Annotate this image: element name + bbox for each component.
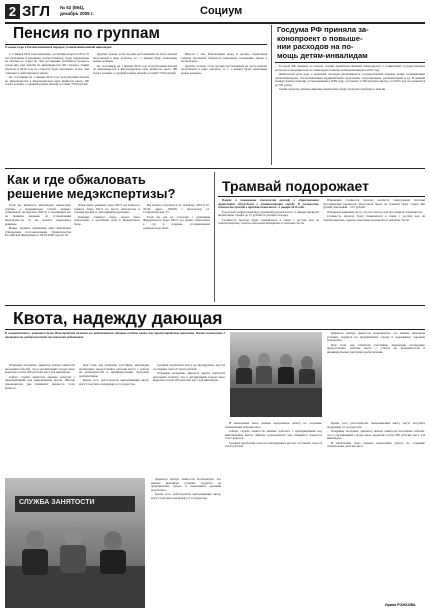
paragraph: Кроме того, работодатели, выполняющие квоту, могут получить поддержку от государства. <box>79 378 149 387</box>
paragraph: Другим словом, если сегодня рассчитывали на часть пенсии получаемой в виде доплаты, то с 1 января будут назначены новые размеры. <box>93 53 177 64</box>
paragraph: Директор центра занятости подчеркнула, что многие инвалиды успешно трудятся на предприятиях города и показывают хорошие результаты. <box>151 478 221 493</box>
paragraph: Средняя заработная плата на квотируемых местах составляет около 6 тысяч рублей. <box>153 364 225 371</box>
paragraph: При этом, как отметили участники, инвалидам необходимо предоставлять рабочие места с учетом их возможностей и индивидуальных программ реабилитации. <box>79 364 149 379</box>
paragraph: При этом, как отметили участники, инвалидам необходимо предоставлять рабочие места с учетом их возможностей и индивидуальных программ реабилитации. <box>327 342 425 355</box>
article-title-line: нии расходов на по- <box>277 42 354 51</box>
article-title: Трамвай подорожает <box>222 178 369 194</box>
paragraph: Обжаловать решение бюро МСЭ вы можете в главное бюро МСЭ по месту жительства в течение месяца со дня принятия решения. <box>74 204 140 215</box>
article-column <box>5 204 71 302</box>
title-rule <box>5 329 425 330</box>
article-title: Квота, надежду дающая <box>13 308 223 328</box>
column-divider <box>271 25 272 165</box>
article-body <box>275 65 425 165</box>
article-column <box>327 332 425 417</box>
article-column <box>181 53 267 165</box>
section-rule <box>5 168 425 169</box>
article-lead: О какие годы в России изменится порядок установления пенсий инвалидам <box>5 46 112 49</box>
paragraph: Фактически речь идет о норматив, которым увеличивается государственная помощь детям, осваивающим детям-инвалидам, обеспечивающим медицинскими средствами, оздоровлением, реабилитацией и т.д. В данный момент размер помощи, установленный в 2009 году, составляет 2 500 рублей в месяц, а в 2010 году он повысится до 531 рубль. <box>275 72 425 88</box>
title-rule <box>5 44 267 45</box>
article-pension <box>5 25 267 165</box>
paragraph: Открывая заседание, директор центра занятости населения отметил, что в организациях города было выделено почти 200 рабочих мест для инвалидов. <box>327 429 425 441</box>
paragraph: Сейчас служба занятости активно работает с предприятиями над выполнением квоты. Многие руководители уже понимают важность этого вопроса. <box>225 429 322 441</box>
page-header <box>0 0 430 24</box>
article-column <box>323 199 425 302</box>
article-title-line: решение медэкспертизы? <box>7 186 176 201</box>
article-column <box>225 422 322 608</box>
title-rule <box>275 62 425 63</box>
article-lead: В соответствии с решением думы Новогородской области все работодатели обязаны создать квоту для трудоустройства инвалидов. Квота составляет 2 процента от среднесписочной численности работников. <box>5 332 225 339</box>
article-tram <box>218 172 425 302</box>
article-column <box>151 478 221 608</box>
article-quota <box>5 308 425 610</box>
paragraph: Таким образом, ребенок-инвалид ежемесячно будет получать надбавку к пенсии. <box>279 87 386 92</box>
paragraph: С 1 января 2010 года инвалиды, достигшие возраста 60 и 55 лет (мужчины и женщины соответственно), будут переведены на пенсию по старости. Для достижения указанного возраста среди них уже пенсия по инвалидности (III степень). Таким образом, в 2010 году по старости будет выплачено более, чем отмечено в действующем законе. <box>5 53 89 75</box>
paragraph: Вы можете обратиться по телефону: (8615) 47-76-93, адрес: 350058, г. Краснодар, ул. Ставропольская, 75. <box>143 204 210 215</box>
paragraph: Средняя заработная плата на квотируемых местах составляет около 6 тысяч рублей. <box>225 440 322 449</box>
paragraph: Кроме того, работодатели, выполняющие квоту, могут получить поддержку от государства. <box>151 492 221 501</box>
paragraph: Стоимость проезда будет повышаться в связи с ростом цен на электроэнергию, горюче-смазочные материалы и запасные части. <box>218 217 319 226</box>
office-photo <box>5 478 145 608</box>
paragraph: Открывая заседание, директор центра занятости населения отметил, что в организациях города было выделено почти 200 рабочих мест для инвалидов. <box>5 364 75 375</box>
article-column <box>327 422 425 602</box>
article-column <box>5 53 89 165</box>
paragraph: По состоянию на 1 января 2010 года получателями пенсий по инвалидности в Краснодарском крае являются около 180 тысяч человек, а средний размер пенсии составит 5550 рублей. <box>93 63 177 76</box>
paragraph: Если же вы не согласны с решением Федерального бюро МСЭ, его можно обжаловать в суд в порядке, установленном законодательством. <box>143 214 210 230</box>
newspaper-logo: ЗГЛ <box>22 3 51 20</box>
issue-date: декабрь 2009 г. <box>60 11 94 16</box>
paragraph: Госдума РФ приняла во втором чтении правительственный законопроект о повышении государственных расходов на медицинскую и социальную помощь детям-инвалидам в 2010 году. <box>275 65 425 72</box>
author-signature: Ирина РОЖКОВА <box>385 603 416 607</box>
page-number: 2 <box>5 4 20 19</box>
article-column <box>5 364 75 474</box>
paragraph: Вместе с тем, Пенсионный фонд и органы социальной защиты населения обязуются выполнить положения закона в полной мере. <box>181 53 267 64</box>
article-column <box>93 53 177 165</box>
article-column <box>79 364 149 474</box>
paragraph: В заключение было решено продолжить работу по созданию специальных рабочих мест. <box>327 440 425 449</box>
issue-number: № 52 (594), <box>60 5 85 10</box>
article-column <box>74 204 140 302</box>
paragraph: Другим словом, если сегодня рассчитывали на часть пенсии получаемой в виде доплаты, то с 1 января будут назначены новые размеры. <box>181 63 267 76</box>
article-title: Пенсия по группам <box>13 25 160 42</box>
article-appeal <box>5 172 210 302</box>
paragraph: В заключение было решено продолжить работу по созданию специальных рабочих мест. <box>225 422 322 429</box>
article-title-line: мощь детям-инвалидам <box>277 50 368 60</box>
article-lead: Вопрос о повышении стоимости проезда в общественном транспорте обсуждался в администрации города. В частности, стоимость проезда в трамвае повысится с 1 января 2010 года. <box>218 199 319 210</box>
article-title-line: конопроект о повыше- <box>277 33 363 43</box>
article-title-line: Как и где обжаловать <box>7 172 146 187</box>
paragraph: Открывая заседание, директор центра занятости населения отметил, что в организациях города было выделено почти 200 рабочих мест для инвалидов. <box>153 371 225 383</box>
article-column <box>153 364 225 474</box>
section-rule <box>5 305 425 306</box>
paragraph: Кроме того, работодатели, выполняющие квоту, могут получить поддержку от государства. <box>327 422 425 429</box>
paragraph: Стоимость проезда будет повышаться в связи с ростом цен на электроэнергию, горюче-смазочные материалы и запасные части. <box>323 214 425 222</box>
title-rule <box>218 196 425 197</box>
paragraph: По состоянию на 1 января 2010 года получателями пенсий по инвалидности в Краснодарском крае являются около 180 тысяч человек, а средний размер пенсии составит 5550 рублей. <box>5 74 89 87</box>
paragraph: Новые правила признания лица инвалидом утверждены постановлением Правительства Российской Федерации от 20.02.2006 года № 95. <box>5 225 71 238</box>
paragraph: Обращаем внимание на то, что все льготы для пассажиров сохраняются. <box>327 209 423 214</box>
paragraph: Городской электротранспорт (трамвай) предлагается с 1 января провести индексацию тарифа до 12 рублей за разовую поездку. <box>218 209 319 218</box>
column-divider <box>214 172 215 302</box>
article-column <box>218 199 319 302</box>
paragraph: Изменения стоимости проезда коснутся электронной системы пассажирских перевозок. Проездной билет на трамвай будет стоить 490 рублей, школьный – 215 рублей. <box>323 199 425 210</box>
article-column <box>143 204 210 302</box>
photo-sign: СЛУЖБА ЗАНЯТОСТИ <box>19 499 95 506</box>
meeting-photo <box>230 332 322 417</box>
paragraph: Сейчас служба занятости активно работает с предприятиями над выполнением квоты. Многие руководители уже понимают важность этого вопроса. <box>5 374 75 390</box>
paragraph: Решение главного бюро может быть обжаловано в месячный срок в Федеральное бюро. <box>74 214 140 227</box>
section-title: Социум <box>200 5 243 17</box>
paragraph: Директор центра занятости подчеркнула, что многие инвалиды успешно трудятся на предприятиях города и показывают хорошие результаты. <box>327 332 425 343</box>
article-duma <box>275 25 425 165</box>
header-rule <box>5 22 425 24</box>
paragraph: Если вы являетесь инвалидом, какой-либо группы, а медицинская служба медико-социальной экспертизы (МСЭ) в отношении вас не приняла решение об установлении инвалидности, то вы можете обжаловать решение. <box>5 204 71 226</box>
people-at-table-image <box>230 332 322 417</box>
article-title-line: Госдума РФ приняла за- <box>277 25 369 34</box>
